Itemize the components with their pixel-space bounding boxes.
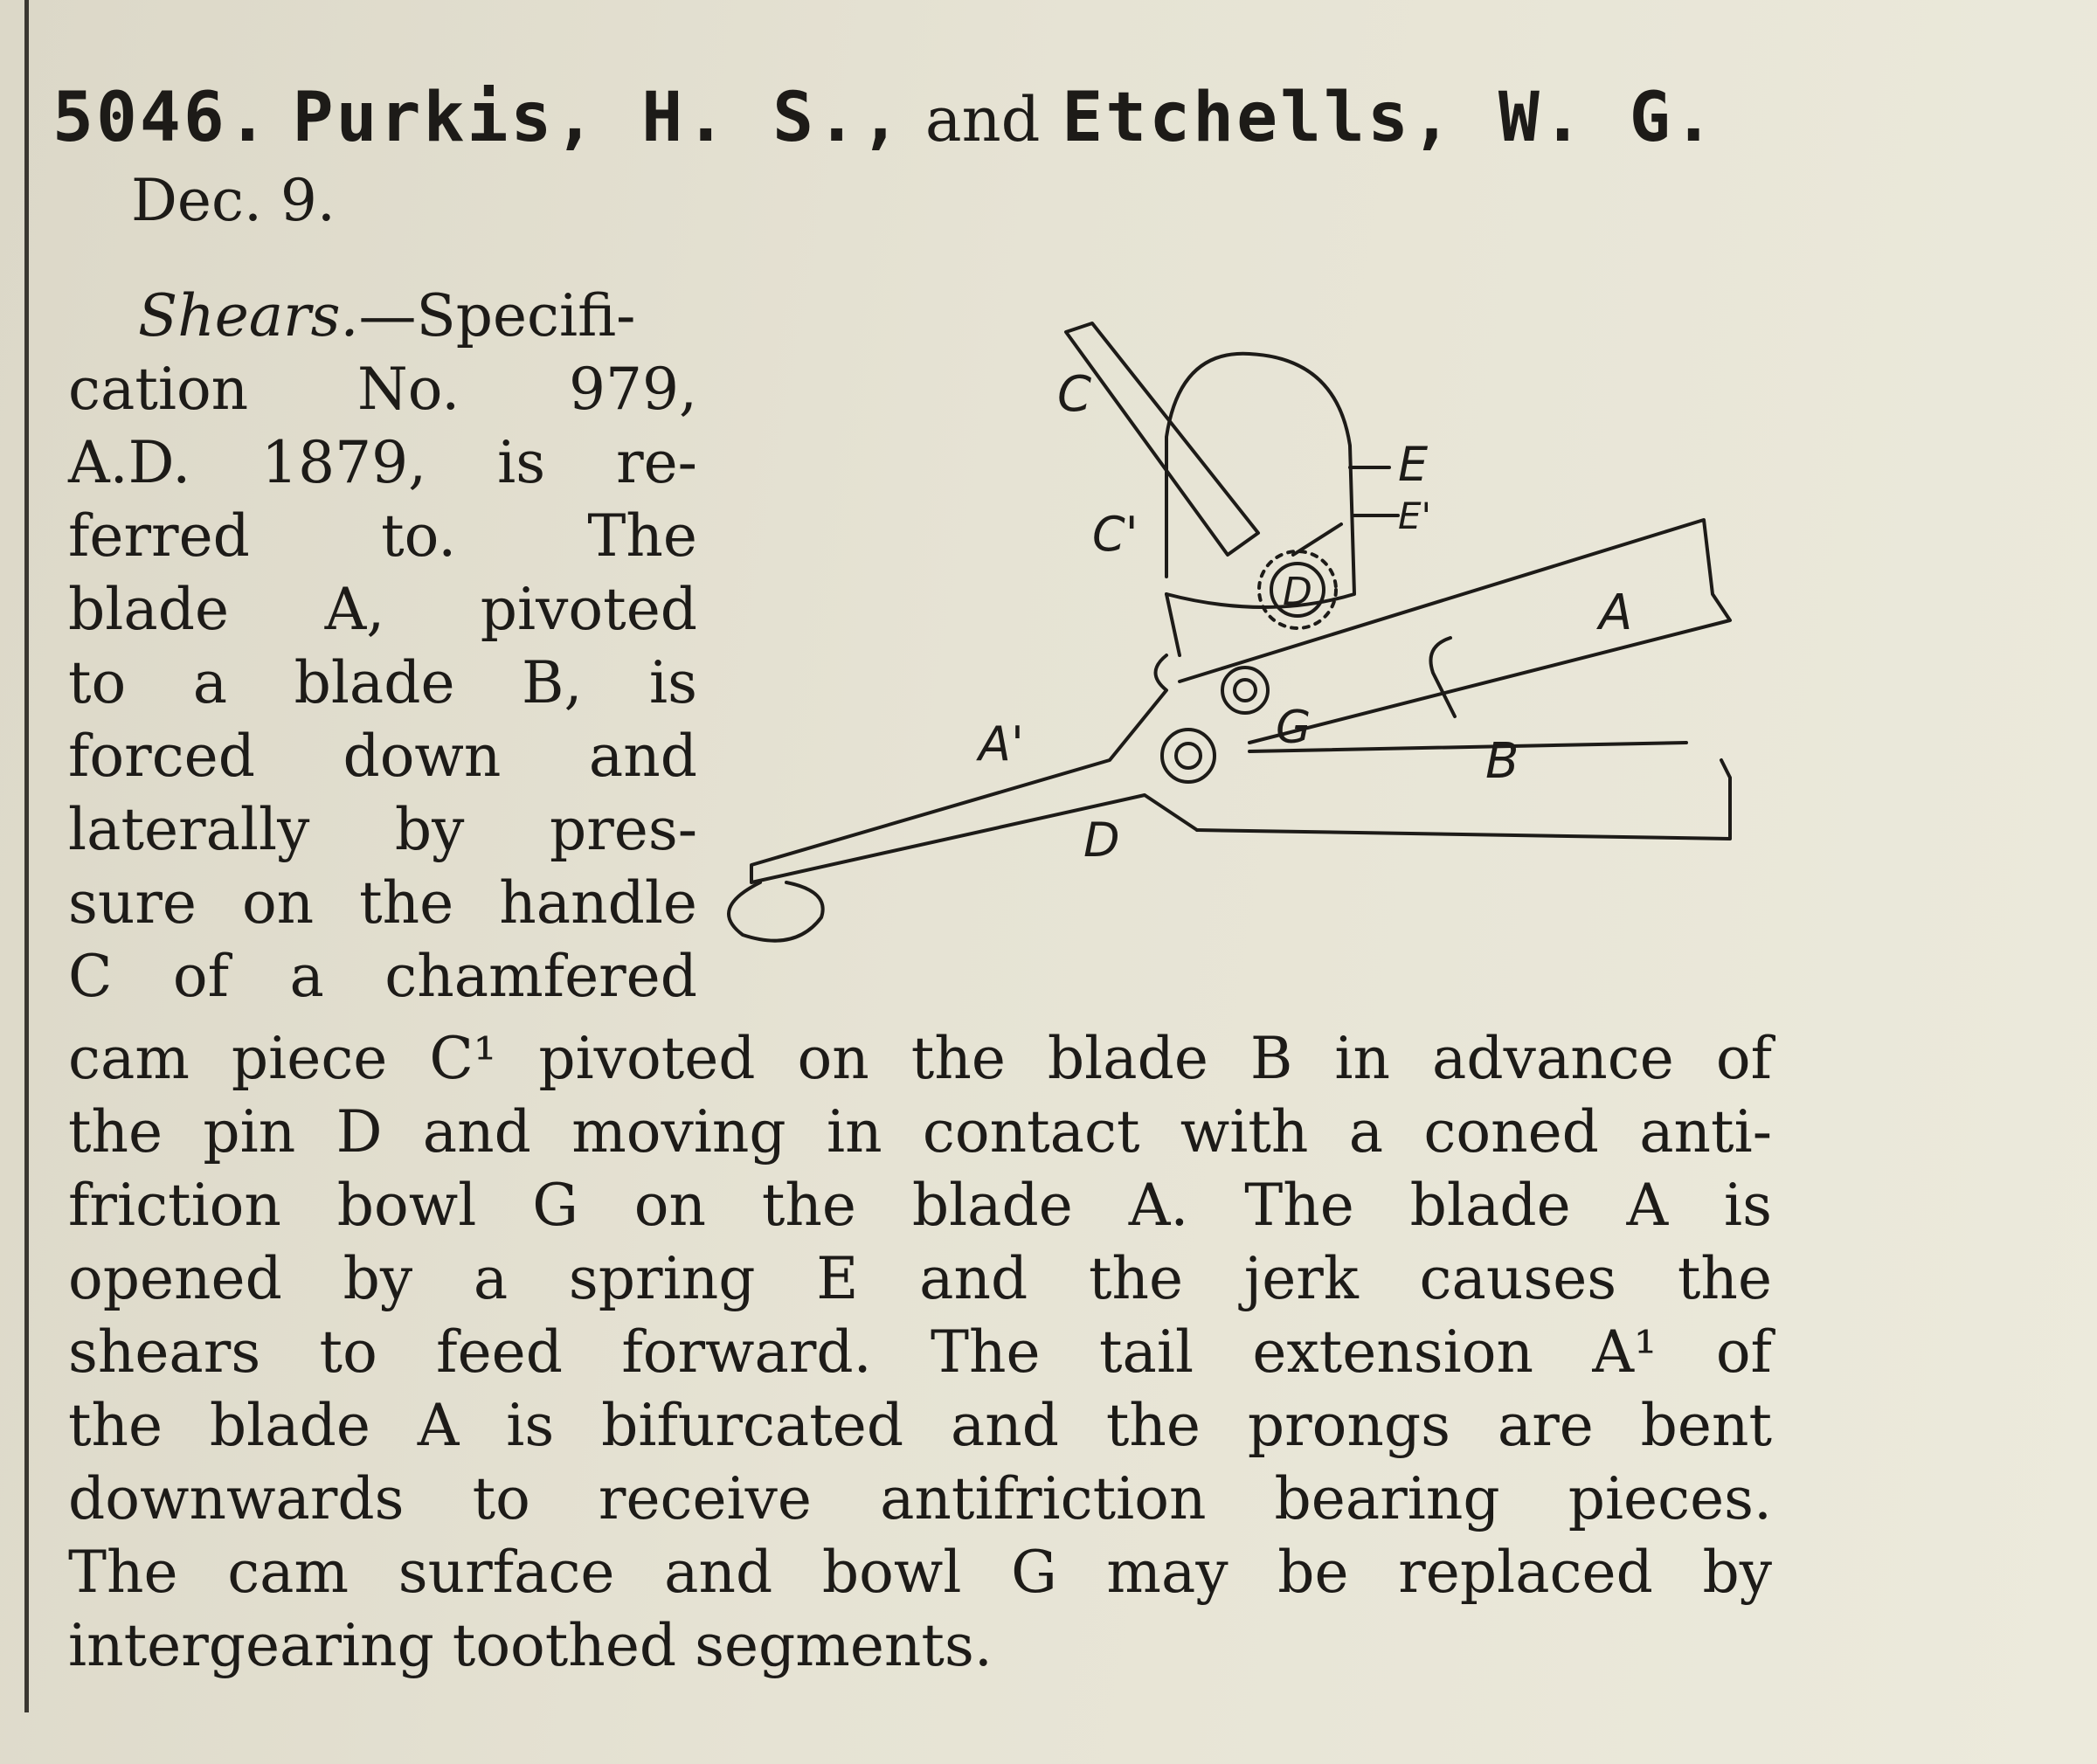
entry-header <box>52 79 1800 159</box>
title-word: Shears. <box>138 282 359 349</box>
narrow-column-text <box>68 280 697 1013</box>
label-c1: C' <box>1092 507 1138 562</box>
spring-e <box>1293 467 1398 555</box>
entry-number: 5046. <box>52 79 271 157</box>
text-line: A.D. 1879, is re- <box>68 429 697 496</box>
bowl-g <box>1222 668 1268 713</box>
text-line: to a blade B, is <box>68 649 697 716</box>
label-e: E <box>1398 437 1429 492</box>
text-line: blade A, pivoted <box>68 576 697 643</box>
text-line: the blade A is bifurcated and the prongs are bent <box>68 1392 1772 1459</box>
author-1: Purkis, H. S., <box>292 79 904 157</box>
text-line: the pin D and moving in contact with a coned anti- <box>68 1098 1772 1166</box>
conjunction: and <box>924 84 1041 156</box>
tail-foot <box>729 882 823 941</box>
tail-a1 <box>751 655 1197 882</box>
author-2: Etchells, W. G. <box>1062 79 1717 157</box>
blade-b <box>1197 760 1730 839</box>
wide-text-block <box>68 1022 1772 1683</box>
label-d-circle: D <box>1283 570 1312 614</box>
label-g: G <box>1276 702 1311 754</box>
text-line: The cam surface and bowl G may be replaced by <box>68 1539 1772 1606</box>
text-line: forced down and <box>68 723 697 790</box>
pivot <box>1162 730 1215 782</box>
shears-figure <box>725 306 1774 987</box>
page-margin-rule <box>24 0 29 1712</box>
text-line: shears to feed forward. The tail extension A¹ of <box>68 1318 1772 1386</box>
label-a: A <box>1599 585 1633 641</box>
text-line: friction bowl G on the blade A. The blade A is <box>68 1172 1772 1239</box>
text-line: opened by a spring E and the jerk causes the <box>68 1245 1772 1312</box>
cam-piece-c1 <box>1166 354 1354 607</box>
label-a1: A' <box>979 716 1024 771</box>
label-c: C <box>1057 366 1092 423</box>
entry-date: Dec. 9. <box>131 167 336 234</box>
text-line: downwards to receive antifriction bearing pieces. <box>68 1465 1772 1532</box>
label-e2: E' <box>1398 495 1432 537</box>
text-line: ferred to. The <box>68 502 697 570</box>
text-line: laterally by pres- <box>68 796 697 863</box>
text-line: Shears.—Specifi- <box>138 282 636 349</box>
text-line: C of a chamfered <box>68 943 697 1010</box>
text-line: cam piece C¹ pivoted on the blade B in advance of <box>68 1025 1772 1092</box>
label-d: D <box>1083 813 1120 868</box>
blade-a <box>1180 520 1730 743</box>
text-line: intergearing toothed segments. <box>68 1612 993 1679</box>
text-line: sure on the handle <box>68 869 697 937</box>
text-line: cation No. 979, <box>68 356 697 423</box>
label-b: B <box>1485 733 1519 790</box>
